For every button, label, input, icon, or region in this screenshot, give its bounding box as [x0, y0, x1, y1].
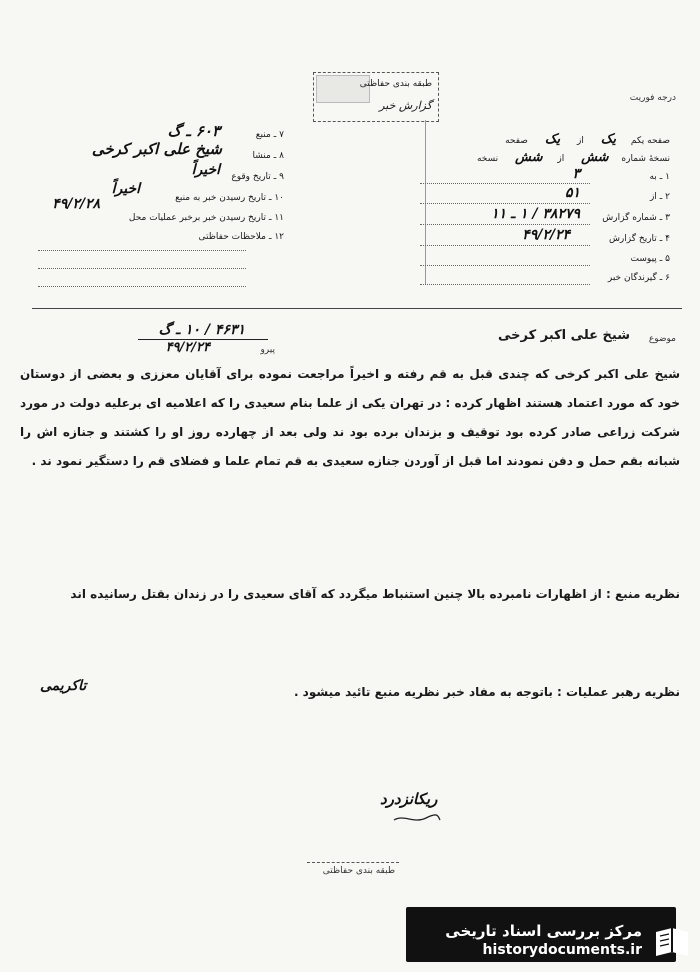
subject-value: شیخ علی اکبر کرخی	[498, 328, 630, 343]
field-occurrence-date: ۹ ـ تاریخ وقوع	[231, 172, 284, 182]
dotted-line	[420, 203, 590, 204]
classification-label-top: طبقه بندی حفاظتی	[359, 79, 432, 89]
reference-prefix: پیرو	[260, 345, 275, 355]
header-divider	[32, 308, 682, 309]
dotted-line	[38, 286, 246, 287]
page-of: از	[576, 136, 584, 146]
page-row	[435, 132, 670, 147]
copy-row	[435, 150, 670, 165]
dotted-line	[38, 250, 246, 251]
copy-of: از	[557, 154, 565, 164]
field-source-value: ۶۰۳ ـ گ	[167, 122, 220, 140]
field-report-number-value: ۳۸۲۷۹ / ۱ ـ ۱۱	[491, 206, 580, 222]
field-attachment: ۵ ـ پیوست	[630, 254, 670, 264]
copy-total: شش	[515, 150, 543, 165]
field-source-receipt-date-value: اخیراً	[111, 181, 140, 197]
report-type: گزارش خبر	[379, 99, 432, 112]
signature: ریکانزدرد	[380, 790, 438, 808]
page-unit: صفحه	[505, 136, 528, 146]
field-to: ۱ ـ به	[649, 172, 670, 182]
field-occurrence-date-value: اخیراً	[191, 162, 220, 178]
page-number: یک	[600, 132, 616, 147]
archive-logo-title: مرکز بررسی اسناد تاریخی	[445, 922, 642, 940]
field-ops-receipt-date-value: ۴۹/۲/۲۸	[52, 196, 100, 212]
field-report-date-value: ۴۹/۲/۲۴	[522, 227, 570, 243]
book-icon	[652, 926, 692, 960]
archive-logo-url: historydocuments.ir	[482, 942, 642, 958]
subject-label: موضوع	[648, 334, 676, 344]
leader-opinion: نظریه رهبر عملیات : باتوجه به مفاد خبر نظریه منبع تائید میشود .	[293, 685, 680, 699]
signature-flourish	[392, 812, 442, 826]
dotted-line	[420, 183, 590, 184]
field-ops-receipt-date: ۱۱ ـ تاریخ رسیدن خبر برخبر عملیات محل	[128, 213, 284, 223]
field-report-number: ۳ ـ شماره گزارش	[602, 213, 670, 223]
dotted-line	[38, 268, 246, 269]
field-from-value: ۵۱	[564, 185, 580, 201]
reference-date: ۴۹/۲/۲۴	[165, 340, 210, 355]
copy-number: شش	[581, 150, 609, 165]
field-source: ۷ ـ منبع	[255, 130, 284, 140]
dotted-line	[420, 284, 590, 285]
field-from: ۲ ـ از	[649, 192, 670, 202]
source-opinion: نظریه منبع : از اظهارات نامبرده بالا چنین استنباط میگردد که آقای سعیدی را در زندان بقتل رسانیده اند	[70, 587, 680, 601]
priority-label: درجه فوریت	[629, 93, 676, 103]
field-recipients: ۶ ـ گیرندگان خبر	[607, 273, 670, 283]
copy-unit: نسخه	[476, 154, 499, 164]
classification-label-bottom: طبقه بندی حفاظتی	[322, 866, 395, 876]
field-security-notes: ۱۲ ـ ملاحظات حفاظتی	[198, 232, 284, 242]
footer-divider	[307, 862, 399, 863]
dotted-line	[420, 224, 590, 225]
field-source-receipt-date: ۱۰ ـ تاریخ رسیدن خبر به منبع	[175, 193, 284, 203]
page-total: یک	[544, 132, 561, 147]
copy-label: نسخهٔ شماره	[621, 154, 670, 164]
reference-number: ۴۶۳۱ / ۱۰ ـ گ	[158, 322, 245, 338]
field-origin: ۸ ـ منشا	[252, 151, 284, 161]
page-label: صفحه یکم	[630, 136, 670, 146]
field-report-date: ۴ ـ تاریخ گزارش	[608, 234, 670, 244]
leader-initial: تاکریمی	[40, 678, 87, 694]
classification-box	[313, 72, 439, 122]
field-origin-value: شیخ علی اکبر کرخی	[91, 140, 222, 158]
dotted-line	[420, 265, 590, 266]
field-to-value: ۳	[572, 166, 580, 182]
report-body: شیخ علی اکبر کرخی که چندی قبل به قم رفته و اخیراً مراجعت نموده برای آقایان معززی و بعضی از دوستان خود که مورد اعتماد هستند اظهار کرده : در تهران یکی از علما بنام سعیدی را که اعلامیه ای برعلیه دولت در مورد شرکت زراعی صادر کرده بود توقیف و بزندان برده بود ند ولی بعد از چهارده روز او را کشتند و جنازه اش را شبانه بقم حمل و دفن نمودند اما قبل از آوردن جنازه سعیدی به قم تمام علما و فضلای قم را دستگیر نمود ند .	[20, 367, 680, 468]
dotted-line	[420, 245, 590, 246]
